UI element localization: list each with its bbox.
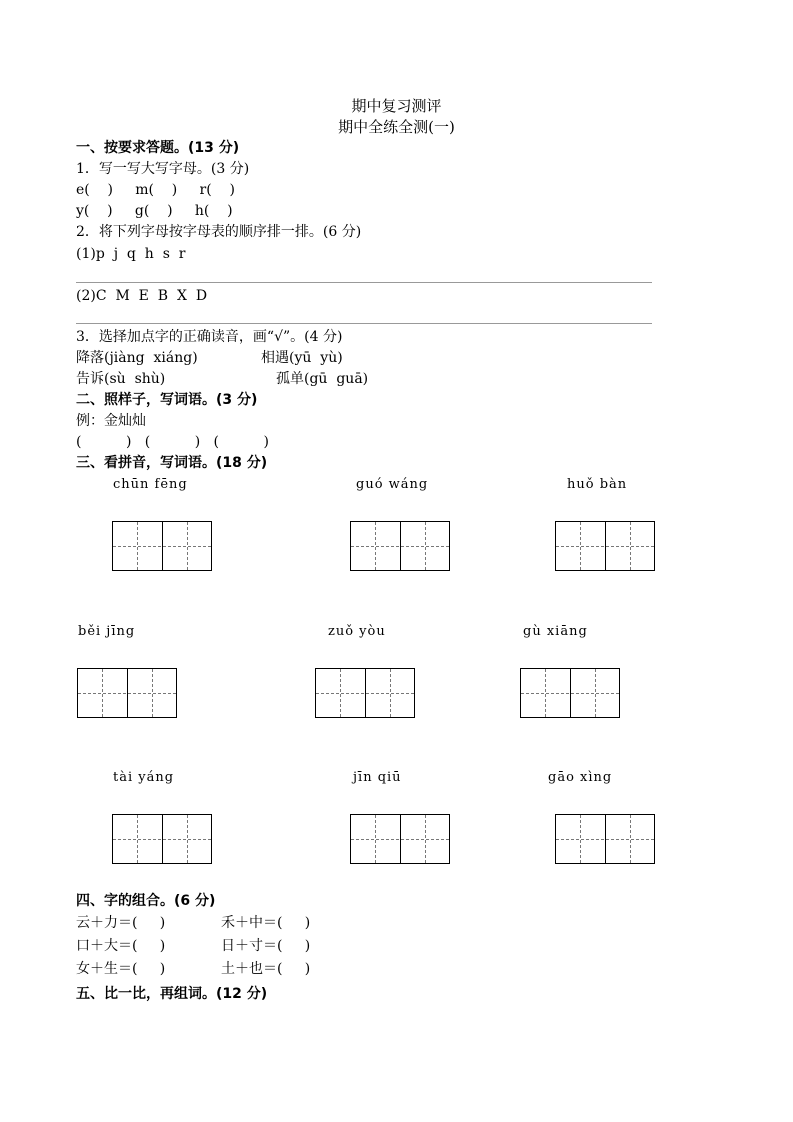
section-3-heading: 三、看拼音，写词语。(18 分) [76, 455, 268, 471]
section-2-heading: 二、照样子，写词语。(3 分) [76, 392, 258, 408]
writing-grid[interactable] [315, 668, 415, 718]
writing-grid[interactable] [350, 814, 450, 864]
section-2-blanks: ( ) ( ) ( ) [76, 434, 269, 450]
pinyin-label: gù xiāng [523, 624, 588, 639]
q1-row-2: y( ) g( ) h( ) [76, 203, 233, 219]
answer-line-2 [76, 323, 652, 324]
pinyin-label: zuǒ yòu [328, 624, 386, 639]
q3-item-gaosu: 告诉(sù shù) [76, 371, 166, 387]
pinyin-label: tài yáng [113, 770, 175, 785]
pinyin-label: jīn qiū [353, 770, 402, 785]
combine-item: 土＋也＝( ) [221, 961, 311, 977]
combine-item: 云＋力＝( ) [76, 915, 166, 931]
writing-grid[interactable] [77, 668, 177, 718]
combine-item: 口＋大＝( ) [76, 938, 166, 954]
section-1-heading: 一、按要求答题。(13 分) [76, 140, 240, 156]
pinyin-label: huǒ bàn [567, 477, 628, 492]
writing-grid[interactable] [520, 668, 620, 718]
page-subtitle: 期中全练全测(一) [338, 118, 455, 136]
pinyin-label: guó wáng [356, 477, 429, 492]
q3-item-jiangluo: 降落(jiàng xiáng) [76, 350, 198, 366]
pinyin-label: běi jīng [78, 624, 136, 639]
q2-line-1: (1)p j q h s r [76, 246, 186, 262]
q2-prompt: 2．将下列字母按字母表的顺序排一排。(6 分) [76, 224, 362, 240]
page-title: 期中复习测评 [351, 97, 442, 115]
pinyin-label: gāo xìng [548, 770, 613, 785]
combine-item: 禾＋中＝( ) [221, 915, 311, 931]
section-2-example: 例：金灿灿 [76, 413, 146, 429]
section-5-heading: 五、比一比，再组词。(12 分) [76, 986, 268, 1002]
writing-grid[interactable] [112, 814, 212, 864]
combine-item: 日＋寸＝( ) [221, 938, 311, 954]
writing-grid[interactable] [555, 521, 655, 571]
q2-line-2: (2)C M E B X D [76, 288, 208, 304]
q3-item-xiangyu: 相遇(yū yù) [261, 350, 343, 366]
pinyin-label: chūn fēng [113, 477, 188, 492]
combine-item: 女＋生＝( ) [76, 961, 166, 977]
writing-grid[interactable] [555, 814, 655, 864]
writing-grid[interactable] [350, 521, 450, 571]
q1-row-1: e( ) m( ) r( ) [76, 182, 235, 198]
section-4-heading: 四、字的组合。(6 分) [76, 893, 216, 909]
answer-line-1 [76, 282, 652, 283]
writing-grid[interactable] [112, 521, 212, 571]
q3-prompt: 3．选择加点字的正确读音，画“√”。(4 分) [76, 329, 343, 345]
q3-item-gudan: 孤单(gū guā) [276, 371, 369, 387]
q1-prompt: 1．写一写大写字母。(3 分) [76, 161, 250, 177]
